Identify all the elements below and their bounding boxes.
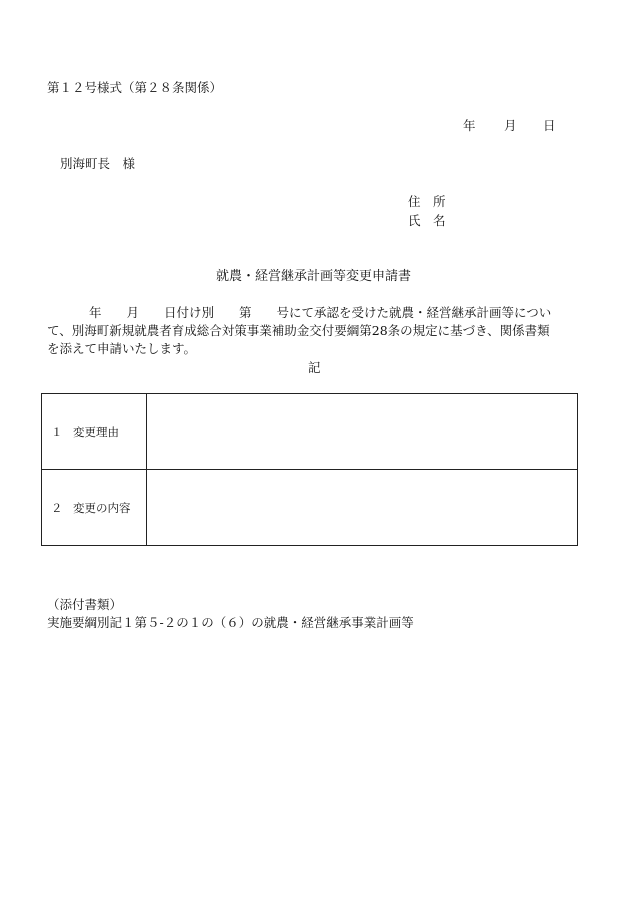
row-label-cell [42,470,147,546]
body-line-3: を添えて申請いたします。 [47,341,197,356]
date-day: 日 [543,118,556,133]
items-table [41,393,578,546]
name-label: 氏 名 [408,213,446,228]
row-number: １ [51,424,63,439]
addressee: 別海町長 様 [60,156,136,171]
table-row [42,470,578,546]
row-label: 変更理由 [73,424,119,439]
date-year: 年 [463,118,476,133]
row-value-cell [147,394,578,470]
attachments-item: 実施要綱別記１第５-２の１の（６）の就農・経営継承事業計画等 [47,615,414,630]
table-row [42,394,578,470]
address-label: 住 所 [408,194,446,209]
row-value-cell [147,470,578,546]
ki-heading: 記 [308,360,321,375]
document-title: 就農・経営継承計画等変更申請書 [216,269,412,284]
body-line-2: て、別海町新規就農者育成総合対策事業補助金交付要綱第28条の規定に基づき、関係書類 [47,323,550,338]
form-number: 第１２号様式（第２８条関係） [47,80,223,95]
date-month: 月 [504,118,517,133]
row-number: ２ [51,500,63,515]
body-line-1: 年 月 日付け別 第 号にて承認を受けた就農・経営継承計画等につい [89,305,552,320]
attachments-heading: （添付書類） [47,597,123,612]
row-label: 変更の内容 [73,500,131,515]
row-label-cell [42,394,147,470]
body-paragraph [47,304,587,358]
